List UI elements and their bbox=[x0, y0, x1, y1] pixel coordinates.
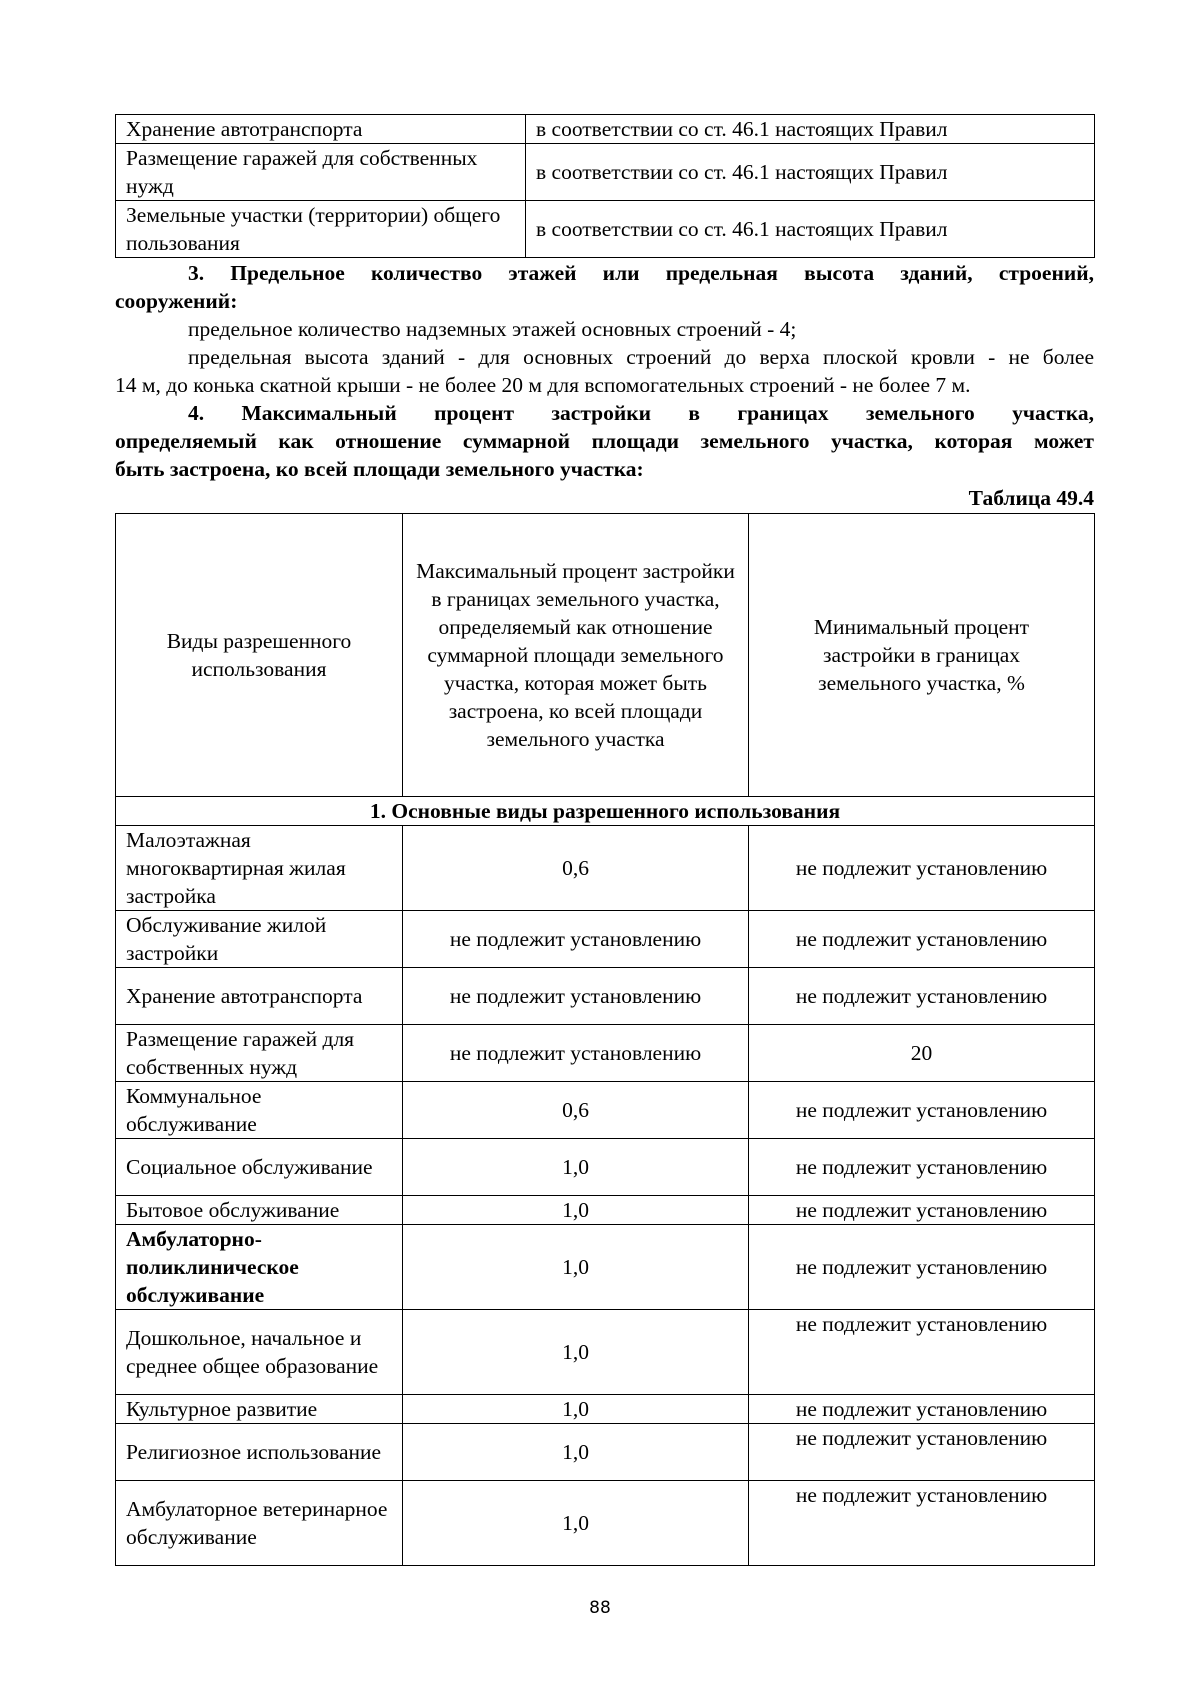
height-limit-text: предельная высота зданий - для основных строений до верха плоской кровли - не более bbox=[188, 345, 1094, 369]
max-cell: 1,0 bbox=[403, 1196, 749, 1225]
section3-heading-cont: сооружений: bbox=[115, 289, 238, 313]
min-cell: не подлежит установлению bbox=[749, 1310, 1095, 1395]
table-row bbox=[116, 115, 1095, 144]
min-cell: 20 bbox=[749, 1025, 1095, 1082]
top-table bbox=[115, 114, 1095, 258]
use-cell: Бытовое обслуживание bbox=[116, 1196, 403, 1225]
min-cell: не подлежит установлению bbox=[749, 1196, 1095, 1225]
section3-heading: 3. Предельное количество этажей или предельная высота зданий, строений, bbox=[188, 261, 1094, 285]
use-cell: Коммунальное обслуживание bbox=[116, 1082, 403, 1139]
section-title: 1. Основные виды разрешенного использования bbox=[116, 797, 1095, 826]
min-cell: не подлежит установлению bbox=[749, 911, 1095, 968]
table-cell: Земельные участки (территории) общего пользования bbox=[116, 201, 526, 258]
table-cell: Размещение гаражей для собственных нужд bbox=[116, 144, 526, 201]
use-cell: Культурное развитие bbox=[116, 1395, 403, 1424]
min-cell: не подлежит установлению bbox=[749, 1424, 1095, 1481]
use-cell: Обслуживание жилой застройки bbox=[116, 911, 403, 968]
table-caption: Таблица 49.4 bbox=[968, 486, 1094, 510]
table-row bbox=[116, 1225, 1095, 1310]
max-cell: не подлежит установлению bbox=[403, 911, 749, 968]
table-row bbox=[116, 826, 1095, 911]
header-use-type: Виды разрешенного использования bbox=[116, 514, 403, 797]
min-cell: не подлежит установлению bbox=[749, 826, 1095, 911]
table-cell: в соответствии со ст. 46.1 настоящих Правил bbox=[526, 144, 1095, 201]
table-row bbox=[116, 144, 1095, 201]
floors-limit-text: предельное количество надземных этажей основных строений - 4; bbox=[188, 317, 797, 341]
table-header-row bbox=[116, 514, 1095, 797]
page-number: 88 bbox=[589, 1598, 611, 1618]
max-cell: 1,0 bbox=[403, 1424, 749, 1481]
max-cell: 1,0 bbox=[403, 1481, 749, 1566]
table-row bbox=[116, 201, 1095, 258]
header-max-percent: Максимальный процент застройки в границах земельного участка, определяемый как отношение суммарной площади земельного участка, которая может быть застроена, ко всей площади земельного участка bbox=[403, 514, 749, 797]
use-cell: Малоэтажная многоквартирная жилая застройка bbox=[116, 826, 403, 911]
table-row bbox=[116, 968, 1095, 1025]
table-row bbox=[116, 1139, 1095, 1196]
max-cell: 1,0 bbox=[403, 1225, 749, 1310]
section-row bbox=[116, 797, 1095, 826]
section4-heading-end: быть застроена, ко всей площади земельного участка: bbox=[115, 457, 644, 481]
use-cell: Религиозное использование bbox=[116, 1424, 403, 1481]
table-row bbox=[116, 911, 1095, 968]
max-cell: 1,0 bbox=[403, 1310, 749, 1395]
min-cell: не подлежит установлению bbox=[749, 968, 1095, 1025]
max-cell: 1,0 bbox=[403, 1139, 749, 1196]
max-cell: 1,0 bbox=[403, 1395, 749, 1424]
table-row bbox=[116, 1395, 1095, 1424]
table-row bbox=[116, 1025, 1095, 1082]
table-cell: в соответствии со ст. 46.1 настоящих Правил bbox=[526, 201, 1095, 258]
use-cell: Дошкольное, начальное и среднее общее образование bbox=[116, 1310, 403, 1395]
use-cell: Социальное обслуживание bbox=[116, 1139, 403, 1196]
use-cell: Хранение автотранспорта bbox=[116, 968, 403, 1025]
max-cell: 0,6 bbox=[403, 826, 749, 911]
min-cell: не подлежит установлению bbox=[749, 1082, 1095, 1139]
section4-heading-cont: определяемый как отношение суммарной площади земельного участка, которая может bbox=[115, 429, 1094, 453]
use-cell: Амбулаторное ветеринарное обслуживание bbox=[116, 1481, 403, 1566]
max-cell: не подлежит установлению bbox=[403, 968, 749, 1025]
table-row bbox=[116, 1082, 1095, 1139]
table-row bbox=[116, 1424, 1095, 1481]
height-limit-text-cont: 14 м, до конька скатной крыши - не более 20 м для вспомогательных строений - не более 7 м. bbox=[115, 373, 971, 397]
section4-heading: 4. Максимальный процент застройки в границах земельного участка, bbox=[188, 401, 1094, 425]
table-cell: в соответствии со ст. 46.1 настоящих Правил bbox=[526, 115, 1095, 144]
min-cell: не подлежит установлению bbox=[749, 1225, 1095, 1310]
min-cell: не подлежит установлению bbox=[749, 1481, 1095, 1566]
building-percent-table bbox=[115, 513, 1095, 1566]
min-cell: не подлежит установлению bbox=[749, 1395, 1095, 1424]
table-row bbox=[116, 1310, 1095, 1395]
table-cell: Хранение автотранспорта bbox=[116, 115, 526, 144]
table-row bbox=[116, 1481, 1095, 1566]
use-cell: Амбулаторно-поликлиническое обслуживание bbox=[116, 1225, 403, 1310]
max-cell: не подлежит установлению bbox=[403, 1025, 749, 1082]
use-cell: Размещение гаражей для собственных нужд bbox=[116, 1025, 403, 1082]
table-row bbox=[116, 1196, 1095, 1225]
header-min-percent: Минимальный процент застройки в границах земельного участка, % bbox=[749, 514, 1095, 797]
min-cell: не подлежит установлению bbox=[749, 1139, 1095, 1196]
max-cell: 0,6 bbox=[403, 1082, 749, 1139]
